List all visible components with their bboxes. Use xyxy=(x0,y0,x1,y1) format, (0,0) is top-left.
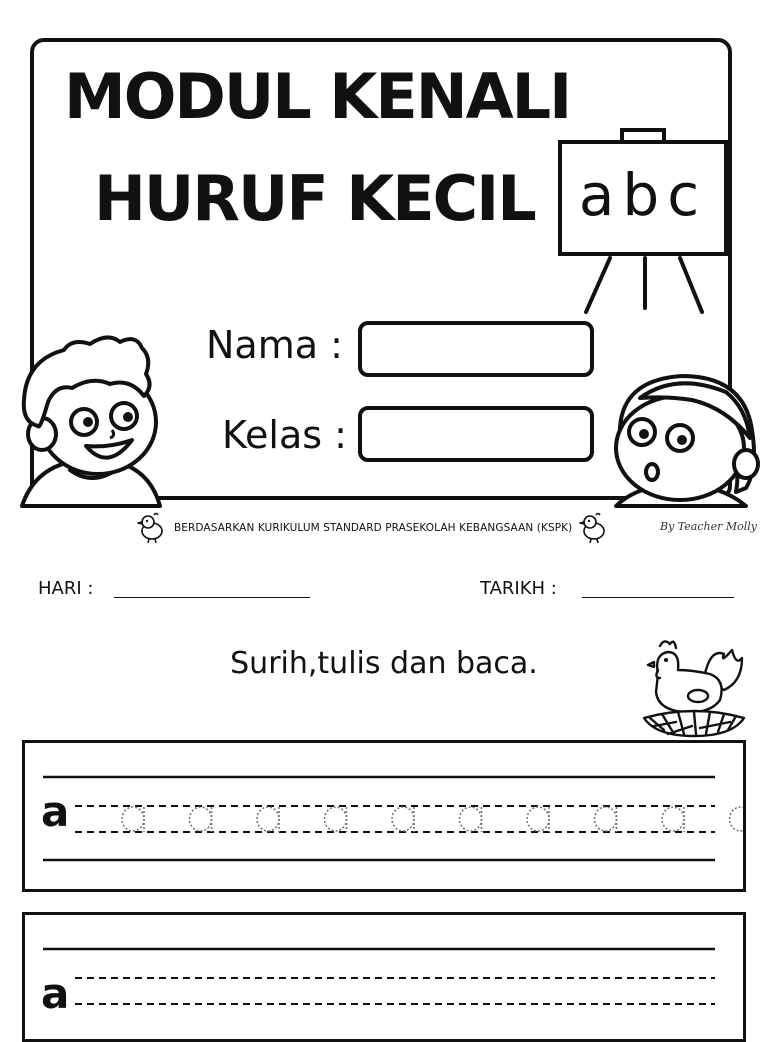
trace-letter[interactable] xyxy=(527,807,549,832)
kspk-row xyxy=(134,510,634,546)
kelas-field[interactable] xyxy=(358,406,594,462)
hen-nest-icon xyxy=(640,634,748,740)
title-line-1: MODUL KENALI xyxy=(64,60,571,133)
trace-letters xyxy=(122,807,743,832)
practice-row-1 xyxy=(22,740,746,892)
hari-label: HARI : xyxy=(38,578,94,599)
tarikh-label: TARIKH : xyxy=(480,578,557,599)
kelas-label: Kelas : xyxy=(222,413,347,457)
hari-line[interactable] xyxy=(114,597,310,598)
trace-letter[interactable] xyxy=(190,807,212,832)
nama-field[interactable] xyxy=(358,321,594,377)
trace-letter[interactable] xyxy=(325,807,347,832)
board-letters: abc xyxy=(578,161,708,229)
byline: By Teacher Molly xyxy=(660,520,757,533)
trace-letter[interactable] xyxy=(257,807,279,832)
model-letter: a xyxy=(41,969,70,1018)
practice-row-2 xyxy=(22,912,746,1042)
trace-letter[interactable] xyxy=(122,807,144,832)
easel-legs xyxy=(580,256,710,316)
title-line-2: HURUF KECIL xyxy=(94,162,535,235)
model-letter: a xyxy=(41,787,70,836)
chick-icon xyxy=(576,511,612,545)
kspk-text: BERDASARKAN KURIKULUM STANDARD PRASEKOLAH KEBANGSAAN (KSPK) xyxy=(174,522,573,534)
trace-letter[interactable] xyxy=(730,807,744,832)
writing-guides-1 xyxy=(25,743,743,889)
chalkboard-icon xyxy=(558,140,728,256)
writing-guides-2 xyxy=(25,915,743,1039)
chick-icon xyxy=(134,511,170,545)
trace-letter[interactable] xyxy=(595,807,617,832)
boy-icon xyxy=(12,330,172,508)
instruction: Surih,tulis dan baca. xyxy=(230,646,538,681)
trace-letter[interactable] xyxy=(662,807,684,832)
nama-label: Nama : xyxy=(206,323,343,367)
tarikh-line[interactable] xyxy=(582,597,734,598)
trace-letter[interactable] xyxy=(392,807,414,832)
trace-letter[interactable] xyxy=(460,807,482,832)
girl-icon xyxy=(596,368,766,508)
